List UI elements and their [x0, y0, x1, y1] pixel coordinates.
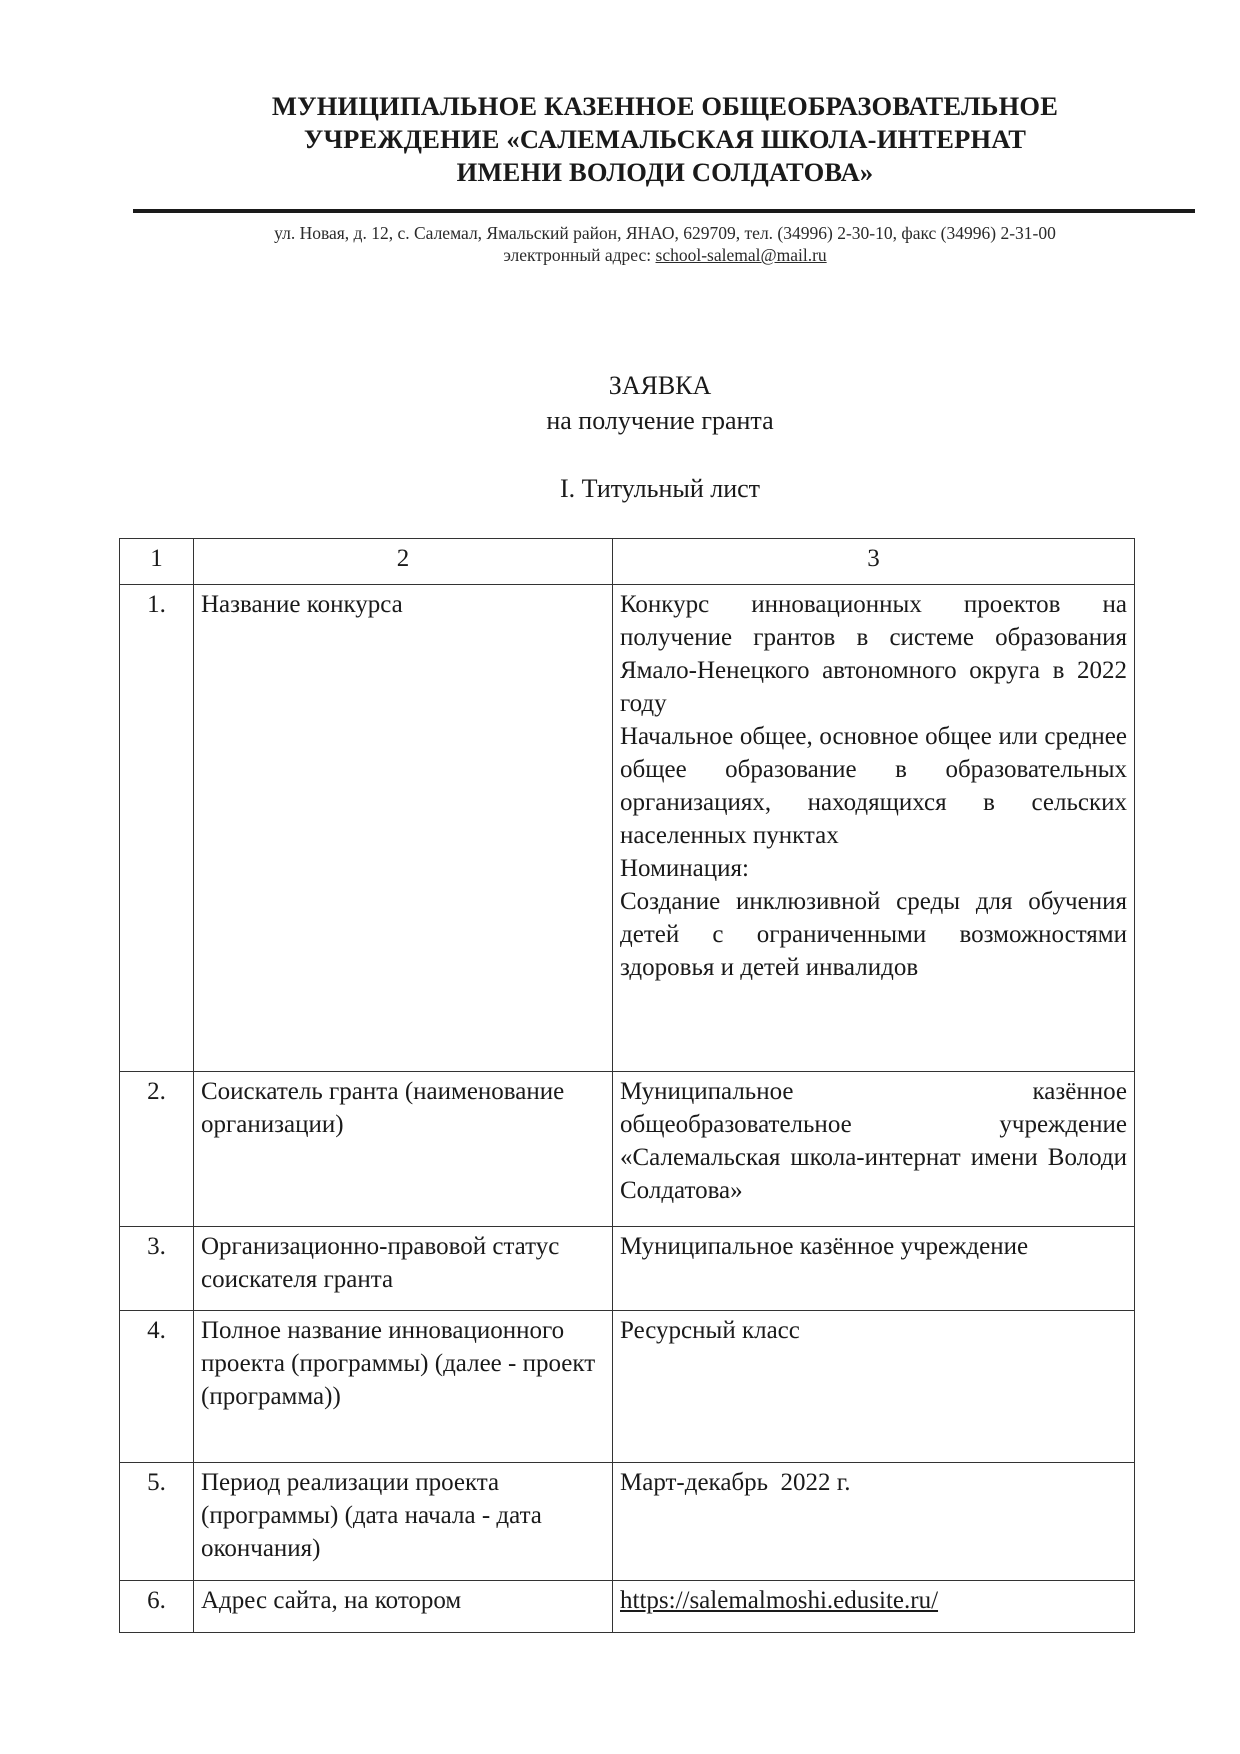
row-number: 5. [120, 1463, 194, 1581]
column-header: 1 [120, 539, 194, 585]
table-row [120, 1463, 1135, 1581]
organization-header [130, 90, 1200, 189]
document-subtitle: на получение гранта [546, 406, 774, 435]
header-divider [133, 209, 1195, 213]
row-number: 2. [120, 1072, 194, 1227]
row-label: Адрес сайта, на котором [194, 1581, 613, 1633]
email-link[interactable]: school-salemal@mail.ru [655, 245, 827, 265]
row-value: Муниципальное казённое общеобразовательное учреждение «Салемальская школа-интернат имени Володи Солдатова» [613, 1072, 1135, 1227]
row-value [613, 1581, 1135, 1633]
row-label: Название конкурса [194, 585, 613, 1072]
contest-category: Начальное общее, основное общее или среднее общее образование в образовательных организациях, находящихся в сельских населенных пунктах [620, 723, 1127, 849]
organization-name-line-1: МУНИЦИПАЛЬНОЕ КАЗЕННОЕ ОБЩЕОБРАЗОВАТЕЛЬНОЕ [271, 91, 1059, 121]
organization-name-line-2: УЧРЕЖДЕНИЕ «САЛЕМАЛЬСКАЯ ШКОЛА-ИНТЕРНАТ [303, 124, 1027, 154]
email-line [130, 244, 1200, 266]
row-number: 4. [120, 1311, 194, 1463]
table-row [120, 1311, 1135, 1463]
title-sheet-table [119, 538, 1135, 1633]
website-link[interactable]: https://salemalmoshi.edusite.ru/ [620, 1587, 939, 1614]
row-value: Ресурсный класс [613, 1311, 1135, 1463]
nomination-value: Создание инклюзивной среды для обучения детей с ограниченными возможностями здоровья и детей инвалидов [620, 888, 1127, 981]
section-title: I. Титульный лист [559, 474, 761, 503]
nomination-label: Номинация: [620, 855, 749, 882]
row-value: Муниципальное казённое учреждение [613, 1227, 1135, 1311]
row-value [613, 585, 1135, 1072]
organization-name-line-3: ИМЕНИ ВОЛОДИ СОЛДАТОВА» [456, 157, 874, 187]
row-number: 6. [120, 1581, 194, 1633]
column-header: 3 [613, 539, 1135, 585]
table-row [120, 1227, 1135, 1311]
row-label: Период реализации проекта (программы) (дата начала - дата окончания) [194, 1463, 613, 1581]
address-line: ул. Новая, д. 12, с. Салемал, Ямальский район, ЯНАО, 629709, тел. (34996) 2-30-10, факс (34996) 2-31-00 [274, 223, 1056, 243]
contest-name: Конкурс инновационных проектов на получение грантов в системе образования Ямало-Ненецкого автономного округа в 2022 году [620, 591, 1127, 717]
contact-block [130, 222, 1200, 266]
row-label: Соискатель гранта (наименование организации) [194, 1072, 613, 1227]
table-header-row [120, 539, 1135, 585]
table-row [120, 1072, 1135, 1227]
column-header: 2 [194, 539, 613, 585]
row-label: Полное название инновационного проекта (программы) (далее - проект (программа)) [194, 1311, 613, 1463]
email-label: электронный адрес: [503, 245, 656, 265]
row-number: 3. [120, 1227, 194, 1311]
row-number: 1. [120, 585, 194, 1072]
row-label: Организационно-правовой статус соискателя гранта [194, 1227, 613, 1311]
table-row [120, 1581, 1135, 1633]
row-value: Март-декабрь 2022 г. [613, 1463, 1135, 1581]
document-title: ЗАЯВКА [608, 371, 712, 400]
table-row [120, 585, 1135, 1072]
